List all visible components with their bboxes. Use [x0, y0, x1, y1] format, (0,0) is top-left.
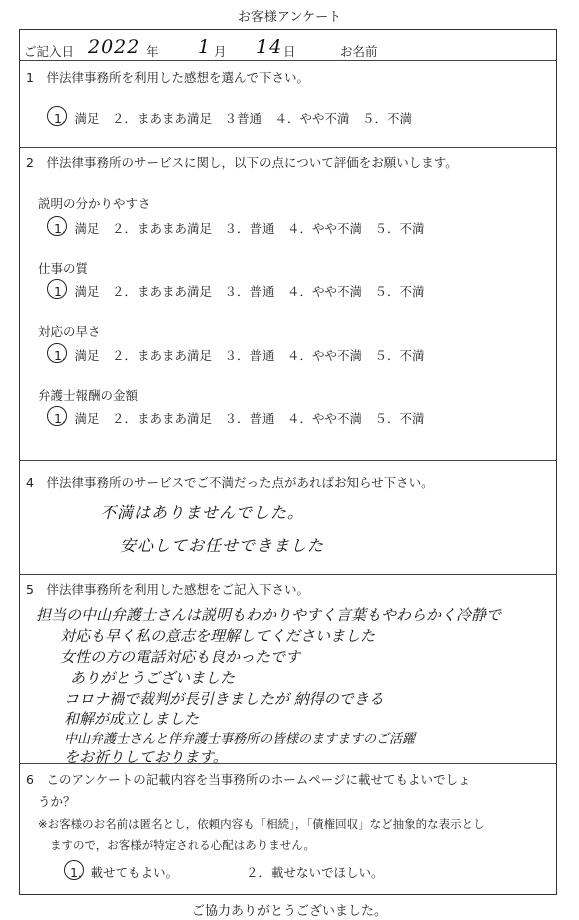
month-value: 1	[198, 36, 212, 58]
q5-answer-line: 女性の方の電話対応も良かったです	[60, 648, 301, 666]
q5-answer-line: 和解が成立しました	[64, 710, 200, 728]
q6-text: うか？	[38, 794, 76, 809]
name-label: お名前	[340, 44, 378, 59]
q4-answer-line: 安心してお任せできました	[120, 536, 325, 555]
date-label: ご記入日	[24, 44, 75, 59]
q2-sub-options: 1．満足 ２．まあまあ満足 ３．普通 ４．やや不満 ５．不満	[54, 348, 425, 363]
divider	[19, 460, 557, 461]
divider	[19, 574, 557, 575]
q2-sub-label: 説明の分かりやすさ	[38, 196, 151, 211]
survey-title: お客様アンケート	[237, 10, 342, 25]
divider	[19, 60, 557, 61]
q5-answer-line: 中山弁護士さんと伴弁護士事務所の皆様のますますのご活躍	[64, 732, 416, 747]
q2-sub-label: 対応の早さ	[38, 324, 101, 339]
q6-text: 6 このアンケートの記載内容を当事務所のホームページに載せてもよいでしょ	[26, 772, 471, 787]
year-value: 2022	[88, 36, 141, 58]
q6-note: ますので，お客様が特定される心配はありません。	[50, 838, 315, 852]
q5-answer-line: コロナ禍で裁判が長引きましたが 納得のできる	[64, 690, 384, 708]
q6-option-1: 1．載せてもよい。	[70, 865, 178, 880]
month-label: 月	[214, 44, 227, 59]
q4-answer-line: 不満はありませんでした。	[100, 503, 305, 522]
footer-thanks: ご協力ありがとうございました。	[191, 904, 387, 919]
q2-sub-label: 弁護士報酬の金額	[38, 388, 139, 403]
q4-text: 4 伴法律事務所のサービスでご不満だった点があればお知らせ下さい。	[26, 475, 434, 490]
q5-answer-line: 対応も早く私の意志を理解してくださいました	[60, 627, 376, 645]
q2-sub-label: 仕事の質	[38, 261, 89, 276]
divider	[19, 147, 557, 148]
q5-answer-line: 担当の中山弁護士さんは説明もわかりやすく言葉もやわらかく冷静で	[36, 606, 502, 624]
q5-answer-line: をお祈りしております。	[64, 748, 228, 766]
year-label: 年	[146, 44, 159, 59]
q2-text: 2 伴法律事務所のサービスに関し，以下の点について評価をお願いします。	[26, 155, 458, 170]
q1-text: 1 伴法律事務所を利用した感想を選んで下さい。	[26, 70, 309, 85]
q6-note: ※お客様のお名前は匿名とし，依頼内容も「相続」，「債権回収」など抽象的な表示とし	[38, 817, 485, 831]
q2-sub-options: 1．満足 ２．まあまあ満足 ３．普通 ４．やや不満 ５．不満	[54, 221, 425, 236]
divider	[19, 763, 557, 764]
q5-answer-line: ありがとうございました	[70, 669, 236, 687]
q2-sub-options: 1．満足 ２．まあまあ満足 ３．普通 ４．やや不満 ５．不満	[54, 411, 425, 426]
q2-sub-options: 1 満足 ２．まあまあ満足 ３．普通 ４．やや不満 ５．不満	[54, 284, 425, 299]
day-label: 日	[283, 44, 296, 59]
q5-text: 5 伴法律事務所を利用した感想をご記入下さい。	[26, 582, 309, 597]
day-value: 14	[256, 36, 283, 58]
q1-options: 1．満足 ２．まあまあ満足 ３普通 ４．やや不満 ５．不満	[54, 111, 412, 126]
q6-option-2: ２．載せないでほしい。	[246, 865, 384, 880]
